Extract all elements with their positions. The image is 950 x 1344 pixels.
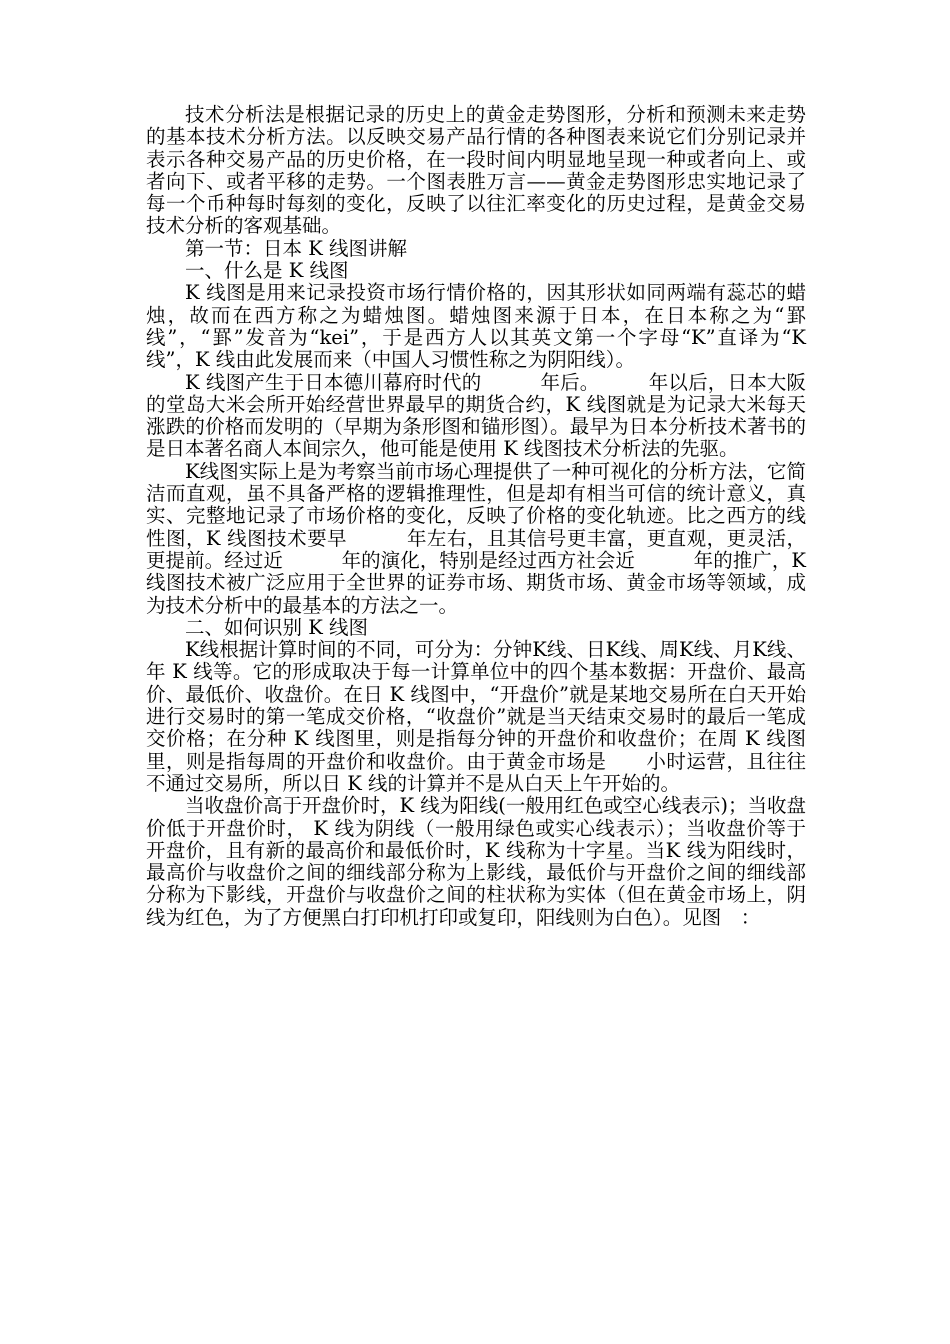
k-line-history-paragraph: K 线图产生于日本德川幕府时代的 年后。 年以后，日本大阪的堂岛大米会所开始经营世界最早的期货合约，K 线图就是为记录大米每天涨跌的价格而发明的（早期为条形图和锚形图）。最早为日本分析技术著书的是日本著名商人本间宗久，他可能是使用 K 线图技术分析法的先驱。 <box>146 370 806 461</box>
subsection-title-how-to-read: 二、如何识别 K 线图 <box>185 615 368 639</box>
k-line-yin-yang-paragraph: 当收盘价高于开盘价时，K 线为阳线(一般用红色或空心线表示)；当收盘价低于开盘价时， K 线为阴线（一般用绿色或实心线表示）；当收盘价等于开盘价，且有新的最高价和最低价时，K 线称为十字星。当K 线为阳线时，最高价与收盘价之间的细线部分称为上影线，最低价与开盘价之间的细线部分称为下影线，开盘价与收盘价之间的柱状称为实体（但在黄金市场上，阴线为红色，为了方便黑白打印机打印或复印，阳线则为白色）。见图 ： <box>146 794 806 929</box>
k-line-types-paragraph: K线根据计算时间的不同，可分为：分钟K线、日K线、周K线、月K线、年 K 线等。它的形成取决于每一计算单位中的四个基本数据：开盘价、最高价、最低价、收盘价。在日 K 线图中，“开盘价”就是某地交易所在白天开始进行交易时的第一笔成交价格，“收盘价”就是当天结束交易时的最后一笔成交价格；在分种 K 线图里，则是指每分钟的开盘价和收盘价；在周 K 线图里，则是指每周的开盘价和收盘价。由于黄金市场是 小时运营，且往往不通过交易所，所以日 K 线的计算并不是从白天上午开始的。 <box>146 638 806 795</box>
subsection-title-what-is-k-line: 一、什么是 K 线图 <box>185 259 349 283</box>
k-line-definition-paragraph: K 线图是用来记录投资市场行情价格的，因其形状如同两端有蕊芯的蜡烛，故而在西方称之为蜡烛图。蜡烛图来源于日本，在日本称之为“罫线”，“罫”发音为“kei”，于是西方人以其英文第一个字母“K”直译为“K 线”，K 线由此发展而来（中国人习惯性称之为阴阳线）。 <box>146 281 813 372</box>
section-title: 第一节：日本 K 线图讲解 <box>185 236 407 260</box>
intro-paragraph: 技术分析法是根据记录的历史上的黄金走势图形，分析和预测未来走势的基本技术分析方法。以反映交易产品行情的各种图表来说它们分别记录并表示各种交易产品的历史价格，在一段时间内明显地呈现一种或者向上、或者向下、或者平移的走势。一个图表胜万言——黄金走势图形忠实地记录了每一个币种每时每刻的变化，反映了以往汇率变化的历史过程，是黄金交易技术分析的客观基础。 <box>146 103 806 238</box>
document-page <box>146 103 813 929</box>
k-line-significance-paragraph: K线图实际上是为考察当前市场心理提供了一种可视化的分析方法，它简洁而直观，虽不具备严格的逻辑推理性，但是却有相当可信的统计意义，真实、完整地记录了市场价格的变化，反映了价格的变化轨迹。比之西方的线性图，K 线图技术要早 年左右，且其信号更丰富，更直观，更灵活，更提前。经过近 年的演化，特别是经过西方社会近 年的推广，K 线图技术被广泛应用于全世界的证券市场、期货市场、黄金市场等领域，成为技术分析中的最基本的方法之一。 <box>146 459 813 617</box>
